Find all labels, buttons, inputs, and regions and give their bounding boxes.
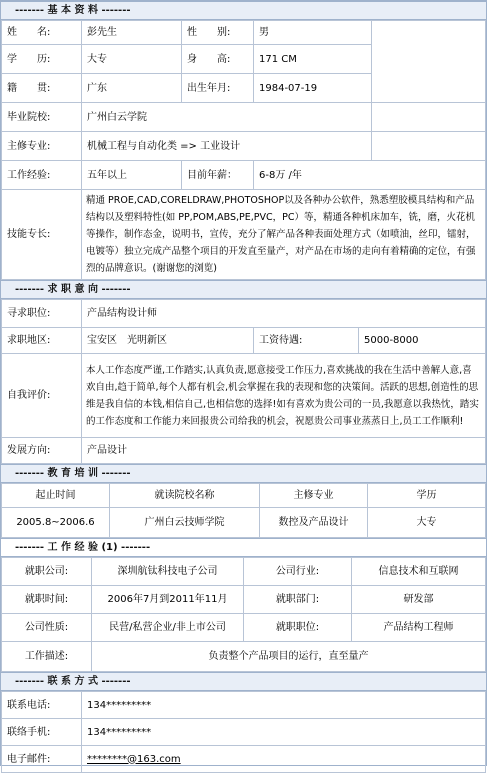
company-value: 深圳航钛科技电子公司 — [92, 558, 244, 586]
section-header-basic: ------- 基 本 资 料 ------- — [1, 1, 486, 20]
height-value: 171 CM — [254, 45, 372, 74]
section-header-contact: ------- 联 系 方 式 ------- — [1, 672, 486, 691]
major-label: 主修专业: — [2, 132, 82, 161]
industry-value: 信息技术和互联网 — [352, 558, 486, 586]
skills-label: 技能专长: — [2, 190, 82, 280]
edu-col-school: 就读院校名称 — [110, 484, 260, 508]
salary-label: 目前年薪： — [182, 161, 254, 190]
position-label: 寻求职位: — [2, 300, 82, 328]
email-label: 电子邮件: — [2, 746, 82, 773]
role-label: 就职职位: — [244, 614, 352, 642]
skills-text: 精通 PROE,CAD,CORELDRAW,PHOTOSHOP以及各种办公软件，熟悉塑胶模具结构和产品结构以及塑料特性(如 PP,POM,ABS,PE,PVC，PC）等，精通各种机床加车，铣，磨，火花机等操作，制作态金，说明书，宣传，充分了解产品各种表面处理方式（如喷油，丝印，镭射，电镀等）独立完成产品整个项目的开发直至量产，对产品在市场的走向有着精确的定位，有强烈的品牌意识。(谢谢您的浏览) — [82, 190, 486, 280]
birth-value: 1984-07-19 — [254, 74, 372, 103]
school-value: 广州白云学院 — [82, 103, 372, 132]
edu-value: 大专 — [82, 45, 182, 74]
gender-label: 性 别: — [182, 21, 254, 45]
dept-value: 研发部 — [352, 586, 486, 614]
nature-label: 公司性质: — [2, 614, 92, 642]
exp-value: 五年以上 — [82, 161, 182, 190]
direction-label: 发展方向: — [2, 438, 82, 464]
industry-label: 公司行业: — [244, 558, 352, 586]
email-link[interactable]: ********@163.com — [82, 746, 486, 773]
phone-label: 联系电话: — [2, 692, 82, 719]
direction-value: 产品设计 — [82, 438, 486, 464]
position-value: 产品结构设计师 — [82, 300, 486, 328]
contact-table — [1, 691, 486, 773]
education-table — [1, 483, 486, 538]
mobile-value: 134********* — [82, 719, 486, 746]
blank-cell — [372, 103, 486, 132]
gender-value: 男 — [254, 21, 372, 45]
basic-info-table — [1, 20, 486, 280]
native-label: 籍 贯: — [2, 74, 82, 103]
phone-value: 134********* — [82, 692, 486, 719]
edu-col-major: 主修专业 — [260, 484, 368, 508]
section-header-education: ------- 教 育 培 训 ------- — [1, 464, 486, 483]
pay-label: 工资待遇: — [254, 328, 359, 354]
name-value: 彭先生 — [82, 21, 182, 45]
exp-label: 工作经验: — [2, 161, 82, 190]
native-value: 广东 — [82, 74, 182, 103]
height-label: 身 高: — [182, 45, 254, 74]
salary-value: 6-8万 /年 — [254, 161, 486, 190]
major-value: 机械工程与自动化类 => 工业设计 — [82, 132, 372, 161]
blank-cell — [372, 132, 486, 161]
desc-label: 工作描述: — [2, 642, 92, 672]
edu-row-major: 数控及产品设计 — [260, 508, 368, 538]
area-value: 宝安区 光明新区 — [82, 328, 254, 354]
edu-col-degree: 学历 — [368, 484, 486, 508]
edu-row-period: 2005.8~2006.6 — [2, 508, 110, 538]
nature-value: 民营/私营企业/非上市公司 — [92, 614, 244, 642]
period-value: 2006年7月到2011年11月 — [92, 586, 244, 614]
intent-table — [1, 299, 486, 464]
eval-text: 本人工作态度严谨,工作踏实,认真负责,愿意接受工作压力,喜欢挑战的我在生活中善解人意,喜欢自由,趋于简单,每个人都有机会,机会掌握在我的表现和您的决策间。活跃的思想,创造性的思维是我自信的本钱,相信自己,也相信您的选择!如有喜欢为贵公司的一员,我愿意以我热忱，踏实的工作态度和工作能力来回报贵公司给我的机会，祝愿贵公司事业蒸蒸日上,员工工作顺利! — [82, 354, 486, 438]
edu-col-period: 起止时间 — [2, 484, 110, 508]
work-table — [1, 557, 486, 672]
company-label: 就职公司: — [2, 558, 92, 586]
mobile-label: 联络手机: — [2, 719, 82, 746]
edu-label: 学 历: — [2, 45, 82, 74]
role-value: 产品结构工程师 — [352, 614, 486, 642]
photo-area — [372, 21, 486, 103]
area-label: 求职地区: — [2, 328, 82, 354]
birth-label: 出生年月: — [182, 74, 254, 103]
edu-row-school: 广州白云技师学院 — [110, 508, 260, 538]
name-label: 姓 名: — [2, 21, 82, 45]
pay-value: 5000-8000 — [359, 328, 486, 354]
edu-row-degree: 大专 — [368, 508, 486, 538]
section-header-intent: ------- 求 职 意 向 ------- — [1, 280, 486, 299]
section-header-work: ------- 工 作 经 验 (1) ------- — [1, 538, 486, 557]
school-label: 毕业院校: — [2, 103, 82, 132]
period-label: 就职时间: — [2, 586, 92, 614]
dept-label: 就职部门: — [244, 586, 352, 614]
desc-value: 负责整个产品项目的运行，直至量产 — [92, 642, 486, 672]
eval-label: 自我评价: — [2, 354, 82, 438]
